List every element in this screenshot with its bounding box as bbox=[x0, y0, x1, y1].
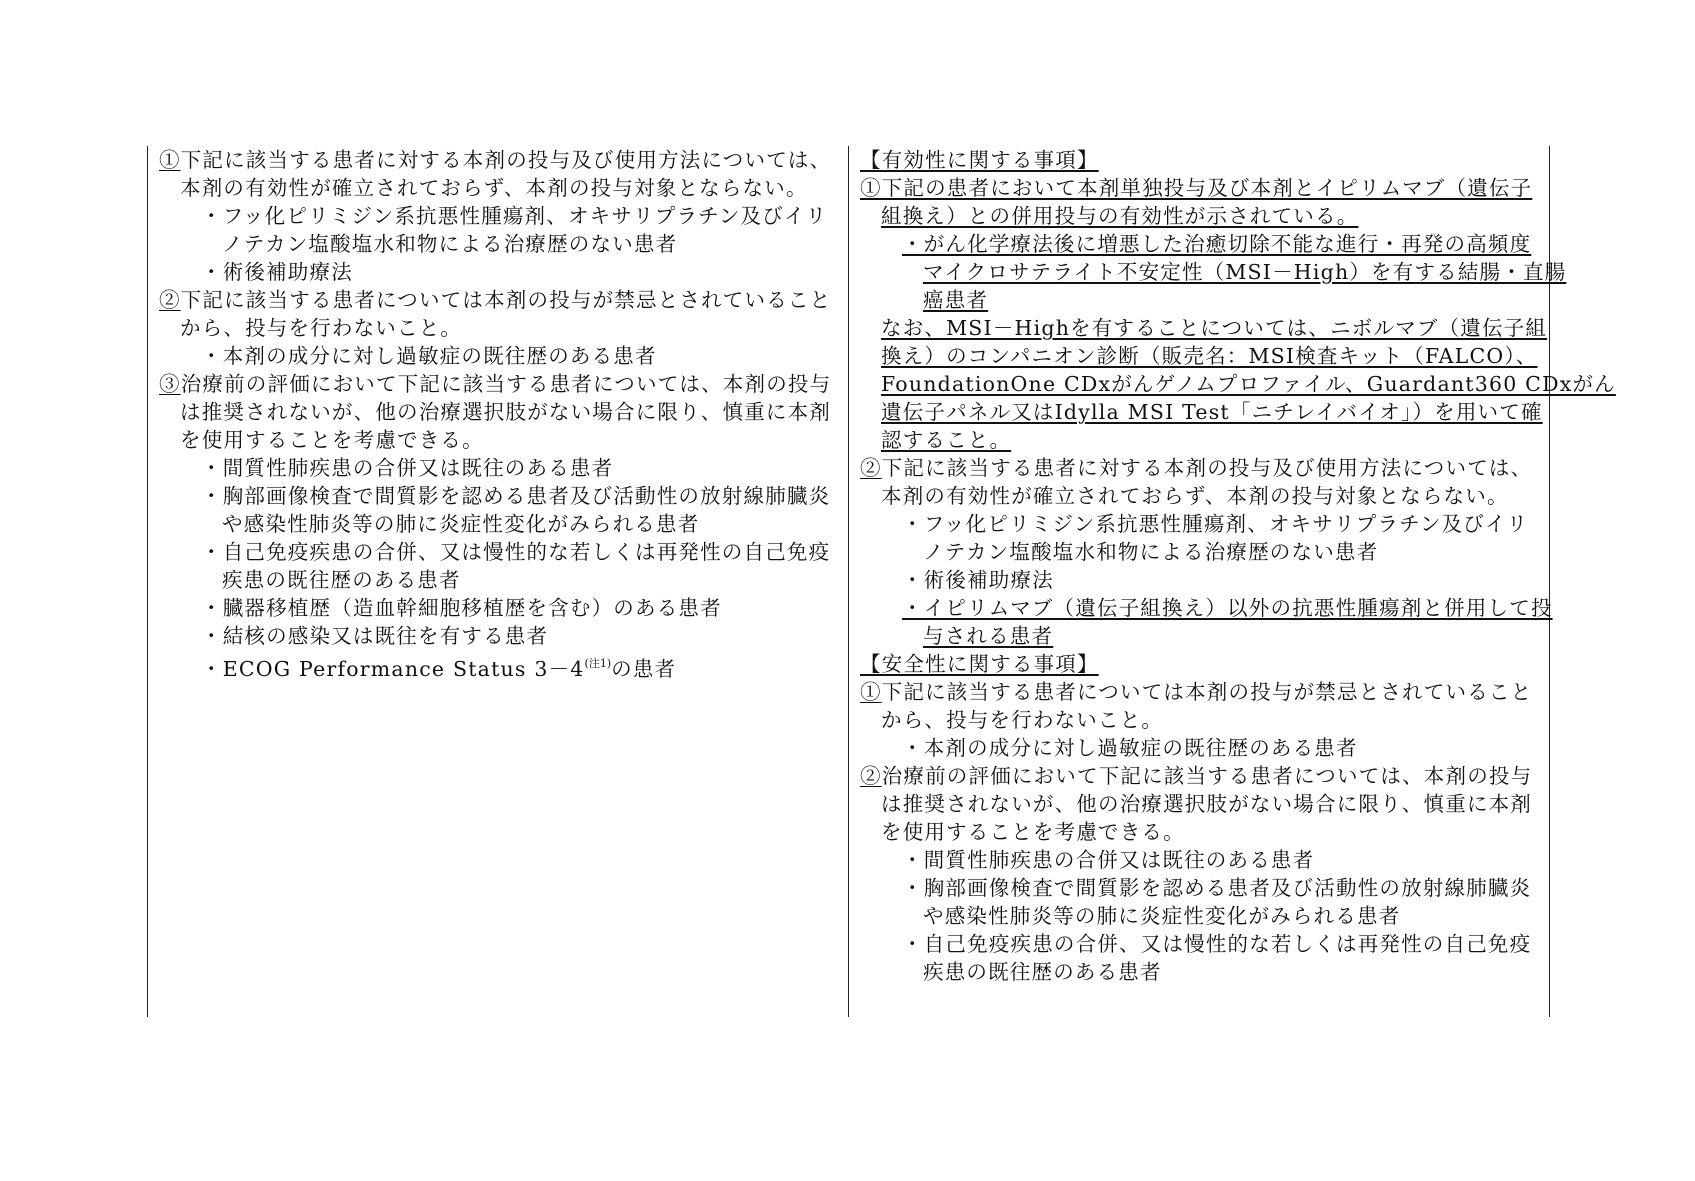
bullet-line: ・間質性肺疾患の合併又は既往のある患者 bbox=[201, 456, 614, 480]
text-line: から、投与を行わないこと。 bbox=[180, 316, 463, 340]
text-line: 遺伝子パネル又はIdylla MSI Test「ニチレイバイオ」）を用いて確 bbox=[881, 400, 1543, 424]
bullet-line: ・術後補助療法 bbox=[902, 568, 1054, 592]
text-line: や感染性肺炎等の肺に炎症性変化がみられる患者 bbox=[222, 512, 700, 536]
text-line: ①下記の患者において本剤単独投与及び本剤とイピリムマブ（遺伝子 bbox=[860, 176, 1533, 200]
bullet-line: ・胸部画像検査で間質影を認める患者及び活動性の放射線肺臓炎 bbox=[902, 876, 1532, 900]
bullet-line: ・フッ化ピリミジン系抗悪性腫瘍剤、オキサリプラチン及びイリ bbox=[902, 512, 1529, 536]
text-line: なお、MSI－Highを有することについては、ニボルマブ（遺伝子組 bbox=[881, 316, 1548, 340]
footnote-mark: (注1) bbox=[584, 657, 612, 670]
ecog-suffix: の患者 bbox=[611, 657, 677, 681]
item-number: ① bbox=[159, 148, 181, 172]
item-text: 治療前の評価において下記に該当する患者については、本剤の投与 bbox=[180, 372, 832, 396]
text-line: 組換え）との併用投与の有効性が示されている。 bbox=[881, 204, 1359, 228]
bullet-line: ・間質性肺疾患の合併又は既往のある患者 bbox=[902, 848, 1315, 872]
text-line: は推奨されないが、他の治療選択肢がない場合に限り、慎重に本剤 bbox=[881, 792, 1532, 816]
item-1 bbox=[159, 146, 831, 174]
ecog-text: ・ECOG Performance Status 3－4 bbox=[201, 657, 585, 681]
item-text: 下記に該当する患者に対する本剤の投与及び使用方法については、 bbox=[881, 456, 1533, 480]
text-line: ノテカン塩酸塩水和物による治療歴のない患者 bbox=[923, 540, 1379, 564]
item-2 bbox=[860, 762, 1532, 790]
bullet-line: ・胸部画像検査で間質影を認める患者及び活動性の放射線肺臓炎 bbox=[201, 484, 831, 508]
text-line: から、投与を行わないこと。 bbox=[881, 708, 1164, 732]
item-2 bbox=[860, 454, 1532, 482]
text-line: 換え）のコンパニオン診断（販売名：MSI検査キット（FALCO）、 bbox=[881, 344, 1538, 368]
text-line: を使用することを考慮できる。 bbox=[180, 428, 484, 452]
bullet-line: ・結核の感染又は既往を有する患者 bbox=[201, 624, 549, 648]
section-heading-safety: 【安全性に関する事項】 bbox=[860, 652, 1099, 676]
text-line: 疾患の既往歴のある患者 bbox=[222, 568, 461, 592]
text-line: 本剤の有効性が確立されておらず、本剤の投与対象とならない。 bbox=[881, 484, 1509, 508]
item-number: ② bbox=[860, 456, 882, 480]
text-line: を使用することを考慮できる。 bbox=[881, 820, 1185, 844]
item-number: ② bbox=[860, 764, 882, 788]
right-column bbox=[849, 146, 1616, 1017]
text-line: は推奨されないが、他の治療選択肢がない場合に限り、慎重に本剤 bbox=[180, 400, 831, 424]
text-line: 本剤の有効性が確立されておらず、本剤の投与対象とならない。 bbox=[180, 176, 808, 200]
item-number: ① bbox=[860, 680, 882, 704]
text-line: 認すること。 bbox=[881, 428, 1012, 452]
item-3 bbox=[159, 370, 831, 398]
item-number: ② bbox=[159, 288, 181, 312]
bullet-line: ・自己免疫疾患の合併、又は慢性的な若しくは再発性の自己免疫 bbox=[201, 540, 831, 564]
bullet-line: ・イピリムマブ（遺伝子組換え）以外の抗悪性腫瘍剤と併用して投 bbox=[902, 596, 1553, 620]
bullet-line: ・自己免疫疾患の合併、又は慢性的な若しくは再発性の自己免疫 bbox=[902, 932, 1532, 956]
bullet-line: ・フッ化ピリミジン系抗悪性腫瘍剤、オキサリプラチン及びイリ bbox=[201, 204, 828, 228]
bullet-line: ・術後補助療法 bbox=[201, 260, 353, 284]
comparison-table bbox=[147, 146, 1616, 1017]
section-heading-efficacy: 【有効性に関する事項】 bbox=[860, 148, 1099, 172]
bullet-line: ・本剤の成分に対し過敏症の既往歴のある患者 bbox=[201, 344, 657, 368]
item-2 bbox=[159, 286, 831, 314]
text-line: マイクロサテライト不安定性（MSI－High）を有する結腸・直腸 bbox=[923, 260, 1567, 284]
item-number: ③ bbox=[159, 372, 181, 396]
item-1 bbox=[860, 678, 1532, 706]
text-line: ノテカン塩酸塩水和物による治療歴のない患者 bbox=[222, 232, 678, 256]
text-line: や感染性肺炎等の肺に炎症性変化がみられる患者 bbox=[923, 904, 1401, 928]
text-line: FoundationOne CDxがんゲノムプロファイル、Guardant360 CDxがん bbox=[881, 372, 1616, 396]
ecog-line bbox=[201, 650, 676, 683]
text-line: 疾患の既往歴のある患者 bbox=[923, 960, 1162, 984]
left-column bbox=[148, 146, 849, 1017]
item-text: 下記に該当する患者に対する本剤の投与及び使用方法については、 bbox=[180, 148, 832, 172]
item-text: 下記に該当する患者については本剤の投与が禁忌とされていること bbox=[180, 288, 832, 312]
text-line: 与される患者 bbox=[923, 624, 1054, 648]
item-text: 治療前の評価において下記に該当する患者については、本剤の投与 bbox=[881, 764, 1533, 788]
item-text: 下記に該当する患者については本剤の投与が禁忌とされていること bbox=[881, 680, 1533, 704]
text-line: 癌患者 bbox=[923, 288, 989, 312]
bullet-line: ・本剤の成分に対し過敏症の既往歴のある患者 bbox=[902, 736, 1358, 760]
bullet-line: ・がん化学療法後に増悪した治癒切除不能な進行・再発の高頻度 bbox=[902, 232, 1532, 256]
bullet-line: ・臓器移植歴（造血幹細胞移植歴を含む）のある患者 bbox=[201, 596, 722, 620]
